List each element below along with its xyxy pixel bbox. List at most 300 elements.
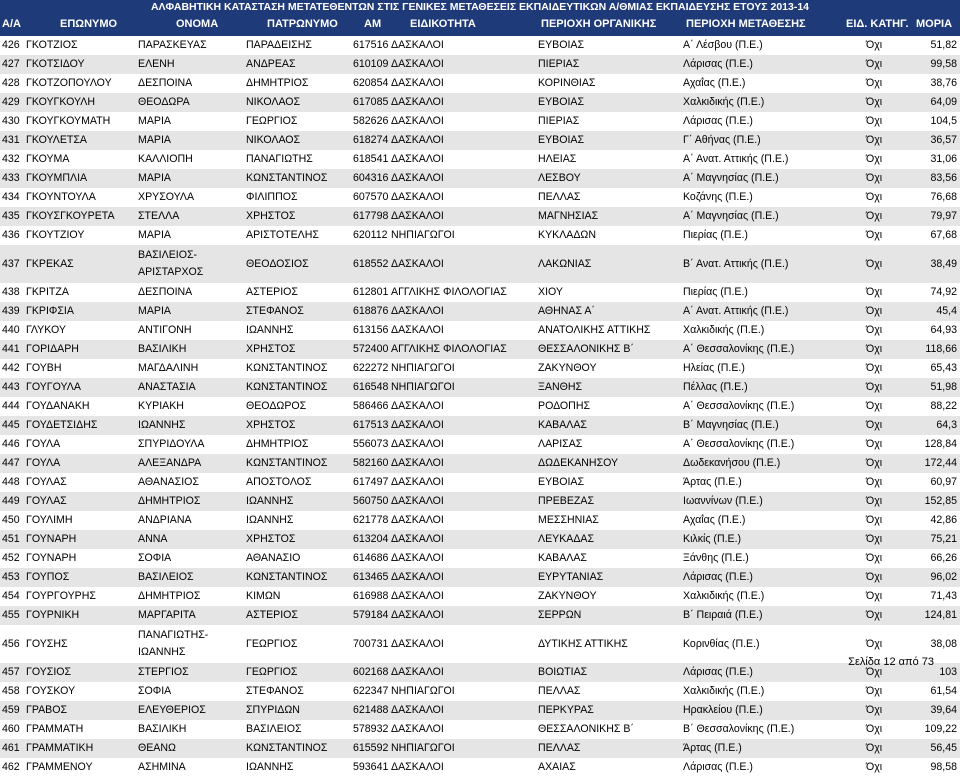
- row-organic-region: ΗΛΕΙΑΣ: [538, 153, 577, 165]
- row-organic-region: ΕΥΒΟΙΑΣ: [538, 39, 584, 51]
- row-fathername: ΘΕΟΔΟΣΙΟΣ: [246, 258, 309, 270]
- row-special-category: Όχι: [866, 77, 883, 89]
- row-organic-region: ΛΕΣΒΟΥ: [538, 172, 581, 184]
- row-specialty: ΑΓΓΛΙΚΗΣ ΦΙΛΟΛΟΓΙΑΣ: [391, 343, 507, 355]
- row-transfer-region: Β΄ Ανατ. Αττικής (Π.Ε.): [683, 258, 789, 270]
- row-score: 99,58: [930, 58, 957, 70]
- row-number: 445: [2, 419, 20, 431]
- row-firstname: ΚΥΡΙΑΚΗ: [138, 400, 184, 412]
- row-number: 444: [2, 400, 20, 412]
- row-lastname: ΓΚΟΤΣΙΔΟΥ: [26, 58, 85, 70]
- row-number: 433: [2, 172, 20, 184]
- row-firstname: ΒΑΣΙΛΙΚΗ: [138, 723, 187, 735]
- row-lastname: ΓΚΟΥΝΤΟΥΛΑ: [26, 191, 96, 203]
- row-number: 456: [2, 638, 20, 650]
- row-number: 453: [2, 571, 20, 583]
- row-am: 617497: [353, 476, 389, 488]
- row-special-category: Όχι: [866, 495, 883, 507]
- row-lastname: ΓΡΑΜΜΕΝΟΥ: [26, 761, 93, 773]
- row-special-category: Όχι: [866, 191, 883, 203]
- row-organic-region: ΠΕΛΛΑΣ: [538, 191, 581, 203]
- row-special-category: Όχι: [866, 115, 883, 127]
- table-row: [0, 302, 960, 321]
- row-am: 607570: [353, 191, 389, 203]
- row-transfer-region: Α΄ Μαγνησίας (Π.Ε.): [683, 172, 779, 184]
- table-row: [0, 378, 960, 397]
- row-organic-region: ΕΥΒΟΙΑΣ: [538, 96, 584, 108]
- row-score: 64,09: [930, 96, 957, 108]
- row-number: 460: [2, 723, 20, 735]
- row-organic-region: ΕΥΒΟΙΑΣ: [538, 134, 584, 146]
- row-firstname: ΣΟΦΙΑ: [138, 685, 172, 697]
- table-row: [0, 473, 960, 492]
- row-transfer-region: Γ΄ Αθήνας (Π.Ε.): [683, 134, 761, 146]
- row-special-category: Όχι: [866, 438, 883, 450]
- row-organic-region: ΚΑΒΑΛΑΣ: [538, 419, 587, 431]
- row-transfer-region: Κιλκίς (Π.Ε.): [683, 533, 742, 545]
- row-score: 38,49: [930, 258, 957, 270]
- row-number: 458: [2, 685, 20, 697]
- row-special-category: Όχι: [866, 210, 883, 222]
- row-special-category: Όχι: [866, 571, 883, 583]
- table-row: [0, 36, 960, 55]
- row-organic-region: ΘΕΣΣΑΛΟΝΙΚΗΣ Β΄: [538, 343, 634, 355]
- row-am: 582160: [353, 457, 389, 469]
- row-transfer-region: Α΄ Θεσσαλονίκης (Π.Ε.): [683, 400, 795, 412]
- row-fathername: ΦΙΛΙΠΠΟΣ: [246, 191, 298, 203]
- table-row: [0, 55, 960, 74]
- row-score: 75,21: [930, 533, 957, 545]
- row-firstname: ΣΠΥΡΙΔΟΥΛΑ: [138, 438, 205, 450]
- table-row: [0, 226, 960, 245]
- row-number: 462: [2, 761, 20, 773]
- row-score: 109,22: [924, 723, 957, 735]
- row-specialty: ΔΑΣΚΑΛΟΙ: [391, 571, 444, 583]
- row-transfer-region: Λάρισας (Π.Ε.): [683, 666, 753, 678]
- row-organic-region: ΚΑΒΑΛΑΣ: [538, 552, 587, 564]
- row-am: 610109: [353, 58, 389, 70]
- header-am: ΑΜ: [364, 18, 382, 30]
- row-number: 449: [2, 495, 20, 507]
- row-lastname: ΓΡΑΒΟΣ: [26, 704, 68, 716]
- document-title: ΑΛΦΑΒΗΤΙΚΗ ΚΑΤΑΣΤΑΣΗ ΜΕΤΑΤΕΘΕΝΤΩΝ ΣΤΙΣ ΓΕΝΙΚΕΣ ΜΕΤΑΘΕΣΕΙΣ ΕΚΠΑΙΔΕΥΤΙΚΩΝ Α/ΘΜΙΑΣ ΕΚΠΑΙΔΕΥΣΗΣ ΕΤΟΥΣ 2013-14: [150, 1, 810, 13]
- row-lastname: ΓΟΥΛΑΣ: [26, 476, 67, 488]
- row-lastname: ΓΟΥΣΙΟΣ: [26, 666, 72, 678]
- header-special-category: ΕΙΔ. ΚΑΤΗΓ.: [846, 18, 909, 30]
- row-fathername: ΧΡΗΣΤΟΣ: [246, 533, 296, 545]
- header-firstname: ΟΝΟΜΑ: [176, 18, 219, 30]
- row-fathername: ΝΙΚΟΛΑΟΣ: [246, 96, 301, 108]
- row-organic-region: ΞΑΝΘΗΣ: [538, 381, 583, 393]
- row-score: 38,76: [930, 77, 957, 89]
- table-row: [0, 74, 960, 93]
- table-row: [0, 416, 960, 435]
- row-lastname: ΓΚΟΥΓΚΟΥΜΑΤΗ: [26, 115, 111, 127]
- row-transfer-region: Ηρακλείου (Π.Ε.): [683, 704, 763, 716]
- row-organic-region: ΧΙΟΥ: [538, 286, 563, 298]
- row-organic-region: ΜΑΓΝΗΣΙΑΣ: [538, 210, 599, 222]
- table-row: [0, 739, 960, 758]
- row-fathername: ΝΙΚΟΛΑΟΣ: [246, 134, 301, 146]
- row-lastname: ΓΟΥΡΝΙΚΗ: [26, 609, 80, 621]
- header-score: ΜΟΡΙΑ: [916, 18, 953, 30]
- row-organic-region: ΘΕΣΣΑΛΟΝΙΚΗΣ Β΄: [538, 723, 634, 735]
- row-special-category: Όχι: [866, 229, 883, 241]
- row-am: 613204: [353, 533, 389, 545]
- row-am: 618552: [353, 258, 389, 270]
- row-specialty: ΝΗΠΙΑΓΩΓΟΙ: [391, 685, 455, 697]
- row-am: 615592: [353, 742, 389, 754]
- row-number: 448: [2, 476, 20, 488]
- row-transfer-region: Χαλκιδικής (Π.Ε.): [683, 324, 765, 336]
- row-lastname: ΓΚΟΤΖΟΠΟΥΛΟΥ: [26, 77, 112, 89]
- row-organic-region: ΕΥΒΟΙΑΣ: [538, 476, 584, 488]
- row-number: 459: [2, 704, 20, 716]
- row-am: 617516: [353, 39, 389, 51]
- table-row: [0, 93, 960, 112]
- row-special-category: Όχι: [866, 742, 883, 754]
- row-specialty: ΔΑΣΚΑΛΟΙ: [391, 153, 444, 165]
- row-organic-region: ΑΝΑΤΟΛΙΚΗΣ ΑΤΤΙΚΗΣ: [538, 324, 651, 336]
- row-score: 38,08: [930, 638, 957, 650]
- row-specialty: ΔΑΣΚΑΛΟΙ: [391, 590, 444, 602]
- row-score: 36,57: [930, 134, 957, 146]
- row-transfer-region: Ιωαννίνων (Π.Ε.): [683, 495, 763, 507]
- row-am: 602168: [353, 666, 389, 678]
- row-fathername: ΚΙΜΩΝ: [246, 590, 281, 602]
- row-special-category: Όχι: [866, 761, 883, 773]
- row-firstname: ΑΝΝΑ: [138, 533, 168, 545]
- row-number: 438: [2, 286, 20, 298]
- row-score: 51,98: [930, 381, 957, 393]
- row-special-category: Όχι: [866, 704, 883, 716]
- header-fathername: ΠΑΤΡΩΝΥΜΟ: [267, 18, 338, 30]
- row-fathername: ΚΩΝΣΤΑΝΤΙΝΟΣ: [246, 362, 328, 374]
- row-fathername: ΘΕΟΔΩΡΟΣ: [246, 400, 307, 412]
- row-firstname: ΜΑΡΙΑ: [138, 229, 171, 241]
- table-row: [0, 606, 960, 625]
- row-lastname: ΓΟΥΓΟΥΛΑ: [26, 381, 81, 393]
- table-row: [0, 720, 960, 739]
- row-special-category: Όχι: [866, 590, 883, 602]
- row-firstname-line2: ΑΡΙΣΤΑΡΧΟΣ: [138, 266, 204, 278]
- row-specialty: ΔΑΣΚΑΛΟΙ: [391, 476, 444, 488]
- row-organic-region: ΠΕΛΛΑΣ: [538, 742, 581, 754]
- row-firstname: ΜΑΡΙΑ: [138, 172, 171, 184]
- row-organic-region: ΖΑΚΥΝΘΟΥ: [538, 590, 597, 602]
- row-specialty: ΔΑΣΚΑΛΟΙ: [391, 77, 444, 89]
- table-row: [0, 340, 960, 359]
- row-specialty: ΝΗΠΙΑΓΩΓΟΙ: [391, 381, 455, 393]
- row-specialty: ΔΑΣΚΑΛΟΙ: [391, 258, 444, 270]
- row-special-category: Όχι: [866, 96, 883, 108]
- row-score: 64,93: [930, 324, 957, 336]
- row-score: 51,82: [930, 39, 957, 51]
- row-lastname: ΓΚΟΥΜΑ: [26, 153, 70, 165]
- row-special-category: Όχι: [866, 58, 883, 70]
- row-score: 67,68: [930, 229, 957, 241]
- row-lastname: ΓΟΥΛΑ: [26, 438, 61, 450]
- row-am: 617798: [353, 210, 389, 222]
- row-transfer-region: Α΄ Ανατ. Αττικής (Π.Ε.): [683, 153, 789, 165]
- row-am: 620112: [353, 229, 388, 241]
- row-transfer-region: Άρτας (Π.Ε.): [683, 476, 742, 488]
- row-am: 560750: [353, 495, 389, 507]
- row-am: 582626: [353, 115, 389, 127]
- row-specialty: ΔΑΣΚΑΛΟΙ: [391, 704, 444, 716]
- row-lastname: ΓΟΥΝΑΡΗ: [26, 552, 77, 564]
- row-am: 613156: [353, 324, 389, 336]
- row-organic-region: ΡΟΔΟΠΗΣ: [538, 400, 591, 412]
- row-lastname: ΓΟΥΣΗΣ: [26, 638, 68, 650]
- row-special-category: Όχι: [866, 343, 883, 355]
- row-specialty: ΔΑΣΚΑΛΟΙ: [391, 96, 444, 108]
- row-special-category: Όχι: [866, 723, 883, 735]
- table-row: [0, 511, 960, 530]
- row-organic-region: ΜΕΣΣΗΝΙΑΣ: [538, 514, 599, 526]
- row-score: 76,68: [930, 191, 957, 203]
- row-specialty: ΝΗΠΙΑΓΩΓΟΙ: [391, 229, 455, 241]
- row-transfer-region: Α΄ Μαγνησίας (Π.Ε.): [683, 210, 779, 222]
- row-transfer-region: Πιερίας (Π.Ε.): [683, 229, 748, 241]
- row-firstname: ΒΑΣΙΛΕΙΟΣ: [138, 571, 194, 583]
- row-specialty: ΔΑΣΚΑΛΟΙ: [391, 58, 444, 70]
- row-am: 618876: [353, 305, 389, 317]
- row-firstname: ΔΗΜΗΤΡΙΟΣ: [138, 495, 201, 507]
- row-specialty: ΔΑΣΚΑΛΟΙ: [391, 39, 444, 51]
- row-am: 622272: [353, 362, 389, 374]
- row-number: 447: [2, 457, 20, 469]
- table-row: [0, 359, 960, 378]
- row-firstname: [138, 247, 203, 285]
- row-fathername: ΙΩΑΝΝΗΣ: [246, 514, 294, 526]
- row-fathername: ΧΡΗΣΤΟΣ: [246, 419, 296, 431]
- row-fathername: ΚΩΝΣΤΑΝΤΙΝΟΣ: [246, 172, 328, 184]
- row-transfer-region: Χαλκιδικής (Π.Ε.): [683, 590, 765, 602]
- row-am: 618541: [353, 153, 389, 165]
- row-firstname: ΔΗΜΗΤΡΙΟΣ: [138, 590, 201, 602]
- row-transfer-region: Α΄ Θεσσαλονίκης (Π.Ε.): [683, 438, 795, 450]
- row-fathername: ΑΣΤΕΡΙΟΣ: [246, 286, 298, 298]
- row-firstname: ΔΕΣΠΟΙΝΑ: [138, 286, 193, 298]
- row-special-category: Όχι: [866, 514, 883, 526]
- row-fathername: ΣΤΕΦΑΝΟΣ: [246, 685, 304, 697]
- row-fathername: ΔΗΜΗΤΡΙΟΣ: [246, 438, 309, 450]
- row-score: 96,02: [930, 571, 957, 583]
- row-specialty: ΔΑΣΚΑΛΟΙ: [391, 552, 444, 564]
- row-transfer-region: Κοζάνης (Π.Ε.): [683, 191, 753, 203]
- table-row: [0, 207, 960, 226]
- row-fathername: ΔΗΜΗΤΡΙΟΣ: [246, 77, 309, 89]
- table-row: [0, 492, 960, 511]
- row-specialty: ΔΑΣΚΑΛΟΙ: [391, 438, 444, 450]
- row-am: 613465: [353, 571, 389, 583]
- row-special-category: Όχι: [866, 362, 883, 374]
- row-firstname: ΧΡΥΣΟΥΛΑ: [138, 191, 195, 203]
- row-number: 450: [2, 514, 20, 526]
- row-score: 172,44: [924, 457, 957, 469]
- row-number: 434: [2, 191, 20, 203]
- row-am: 622347: [353, 685, 389, 697]
- row-fathername: ΙΩΑΝΝΗΣ: [246, 761, 294, 773]
- row-special-category: Όχι: [866, 457, 883, 469]
- row-score: 98,58: [930, 761, 957, 773]
- header-lastname: ΕΠΩΝΥΜΟ: [60, 18, 118, 30]
- row-number: 457: [2, 666, 20, 678]
- row-score: 74,92: [930, 286, 957, 298]
- row-fathername: ΑΠΟΣΤΟΛΟΣ: [246, 476, 312, 488]
- row-firstname: ΑΛΕΞΑΝΔΡΑ: [138, 457, 202, 469]
- row-specialty: ΔΑΣΚΑΛΟΙ: [391, 419, 444, 431]
- row-fathername: ΒΑΣΙΛΕΙΟΣ: [246, 723, 302, 735]
- row-special-category: Όχι: [866, 258, 883, 270]
- row-fathername: ΙΩΑΝΝΗΣ: [246, 495, 294, 507]
- row-number: 440: [2, 324, 20, 336]
- table-row: [0, 169, 960, 188]
- table-row: [0, 321, 960, 340]
- row-organic-region: ΑΧΑΙΑΣ: [538, 761, 576, 773]
- row-number: 452: [2, 552, 20, 564]
- row-firstname: ΜΑΡΙΑ: [138, 134, 171, 146]
- row-transfer-region: Λάρισας (Π.Ε.): [683, 761, 753, 773]
- row-firstname: ΙΩΑΝΝΗΣ: [138, 419, 186, 431]
- header-transfer-region: ΠΕΡΙΟΧΗ ΜΕΤΑΘΕΣΗΣ: [686, 18, 806, 30]
- header-num: Α/Α: [2, 18, 21, 30]
- row-am: 604316: [353, 172, 389, 184]
- header-organic-region: ΠΕΡΙΟΧΗ ΟΡΓΑΝΙΚΗΣ: [541, 18, 657, 30]
- row-specialty: ΔΑΣΚΑΛΟΙ: [391, 210, 444, 222]
- row-number: 427: [2, 58, 20, 70]
- row-fathername: ΠΑΡΑΔΕΙΣΗΣ: [246, 39, 312, 51]
- row-specialty: ΔΑΣΚΑΛΟΙ: [391, 666, 444, 678]
- row-fathername: ΚΩΝΣΤΑΝΤΙΝΟΣ: [246, 742, 328, 754]
- row-lastname: ΓΟΥΛΙΜΗ: [26, 514, 73, 526]
- row-number: 429: [2, 96, 20, 108]
- row-number: 442: [2, 362, 20, 374]
- row-number: 443: [2, 381, 20, 393]
- row-am: 617513: [353, 419, 389, 431]
- row-fathername: ΚΩΝΣΤΑΝΤΙΝΟΣ: [246, 571, 328, 583]
- row-organic-region: ΛΕΥΚΑΔΑΣ: [538, 533, 595, 545]
- row-score: 79,97: [930, 210, 957, 222]
- row-am: 617085: [353, 96, 389, 108]
- row-lastname: ΓΚΟΥΛΕΤΣΑ: [26, 134, 87, 146]
- row-transfer-region: Δωδεκανήσου (Π.Ε.): [683, 457, 781, 469]
- row-specialty: ΑΓΓΛΙΚΗΣ ΦΙΛΟΛΟΓΙΑΣ: [391, 286, 507, 298]
- row-transfer-region: Άρτας (Π.Ε.): [683, 742, 742, 754]
- row-score: 64,3: [936, 419, 957, 431]
- row-transfer-region: Αχαΐας (Π.Ε.): [683, 514, 746, 526]
- row-number: 436: [2, 229, 20, 241]
- row-organic-region: ΠΙΕΡΙΑΣ: [538, 115, 580, 127]
- row-special-category: Όχι: [866, 39, 883, 51]
- row-firstname: ΜΑΡΙΑ: [138, 305, 171, 317]
- row-am: 621778: [353, 514, 389, 526]
- row-lastname: ΓΟΥΛΑ: [26, 457, 61, 469]
- row-transfer-region: Χαλκιδικής (Π.Ε.): [683, 685, 765, 697]
- row-am: 612801: [353, 286, 389, 298]
- row-number: 428: [2, 77, 20, 89]
- row-firstname-line2: ΙΩΑΝΝΗΣ: [138, 646, 186, 658]
- row-score: 56,45: [930, 742, 957, 754]
- row-firstname-line1: ΒΑΣΙΛΕΙΟΣ-: [138, 249, 198, 261]
- row-lastname: ΓΟΥΔΕΤΣΙΔΗΣ: [26, 419, 98, 431]
- row-specialty: ΔΑΣΚΑΛΟΙ: [391, 723, 444, 735]
- header-specialty: ΕΙΔΙΚΟΤΗΤΑ: [410, 18, 476, 30]
- row-score: 65,43: [930, 362, 957, 374]
- row-am: 616548: [353, 381, 389, 393]
- row-organic-region: ΚΥΚΛΑΔΩΝ: [538, 229, 596, 241]
- row-firstname: ΣΤΕΛΛΑ: [138, 210, 180, 222]
- row-firstname: ΘΕΟΔΩΡΑ: [138, 96, 190, 108]
- row-transfer-region: Α΄ Λέσβου (Π.Ε.): [683, 39, 763, 51]
- row-special-category: Όχι: [866, 419, 883, 431]
- table-row: [0, 587, 960, 606]
- row-transfer-region: Αχαΐας (Π.Ε.): [683, 77, 746, 89]
- row-special-category: Όχι: [866, 552, 883, 564]
- row-lastname: ΓΚΡΙΤΖΑ: [26, 286, 69, 298]
- row-organic-region: ΒΟΙΩΤΙΑΣ: [538, 666, 588, 678]
- row-specialty: ΝΗΠΙΑΓΩΓΟΙ: [391, 362, 455, 374]
- table-row: [0, 245, 960, 283]
- row-organic-region: ΣΕΡΡΩΝ: [538, 609, 582, 621]
- row-lastname: ΓΡΑΜΜΑΤΙΚΗ: [26, 742, 94, 754]
- row-firstname: ΣΟΦΙΑ: [138, 552, 172, 564]
- row-specialty: ΔΑΣΚΑΛΟΙ: [391, 533, 444, 545]
- row-special-category: Όχι: [866, 172, 883, 184]
- row-number: 454: [2, 590, 20, 602]
- row-transfer-region: Β΄ Θεσσαλονίκης (Π.Ε.): [683, 723, 795, 735]
- row-special-category: Όχι: [866, 305, 883, 317]
- row-lastname: ΓΟΥΒΗ: [26, 362, 62, 374]
- row-organic-region: ΠΕΡΚΥΡΑΣ: [538, 704, 594, 716]
- row-score: 31,06: [930, 153, 957, 165]
- row-transfer-region: Πέλλας (Π.Ε.): [683, 381, 748, 393]
- row-fathername: ΚΩΝΣΤΑΝΤΙΝΟΣ: [246, 381, 328, 393]
- row-fathername: ΙΩΑΝΝΗΣ: [246, 324, 294, 336]
- table-row: [0, 625, 960, 663]
- row-lastname: ΓΚΡΙΦΣΙΑ: [26, 305, 74, 317]
- row-special-category: Όχι: [866, 476, 883, 488]
- row-specialty: ΔΑΣΚΑΛΟΙ: [391, 495, 444, 507]
- page-footer: Σελίδα 12 από 73: [848, 656, 934, 668]
- row-lastname: ΓΚΟΤΖΙΟΣ: [26, 39, 78, 51]
- row-am: 556073: [353, 438, 389, 450]
- table-row: [0, 112, 960, 131]
- row-score: 71,43: [930, 590, 957, 602]
- row-am: 586466: [353, 400, 389, 412]
- row-firstname: ΑΘΑΝΑΣΙΟΣ: [138, 476, 199, 488]
- row-organic-region: ΛΑΚΩΝΙΑΣ: [538, 258, 592, 270]
- row-lastname: ΓΚΟΥΣΓΚΟΥΡΕΤΑ: [26, 210, 115, 222]
- row-firstname: ΑΝΔΡΙΑΝΑ: [138, 514, 192, 526]
- row-firstname: ΔΕΣΠΟΙΝΑ: [138, 77, 193, 89]
- row-organic-region: ΕΥΡΥΤΑΝΙΑΣ: [538, 571, 604, 583]
- row-specialty: ΔΑΣΚΑΛΟΙ: [391, 305, 444, 317]
- row-lastname: ΓΟΥΝΑΡΗ: [26, 533, 77, 545]
- table-row: [0, 397, 960, 416]
- row-number: 431: [2, 134, 20, 146]
- table-row: [0, 530, 960, 549]
- row-transfer-region: Ηλείας (Π.Ε.): [683, 362, 745, 374]
- table-row: [0, 435, 960, 454]
- row-am: 593641: [353, 761, 389, 773]
- row-transfer-region: Χαλκιδικής (Π.Ε.): [683, 96, 765, 108]
- table-row: [0, 150, 960, 169]
- row-organic-region: ΖΑΚΥΝΘΟΥ: [538, 362, 597, 374]
- row-score: 39,64: [930, 704, 957, 716]
- row-special-category: Όχι: [866, 666, 883, 678]
